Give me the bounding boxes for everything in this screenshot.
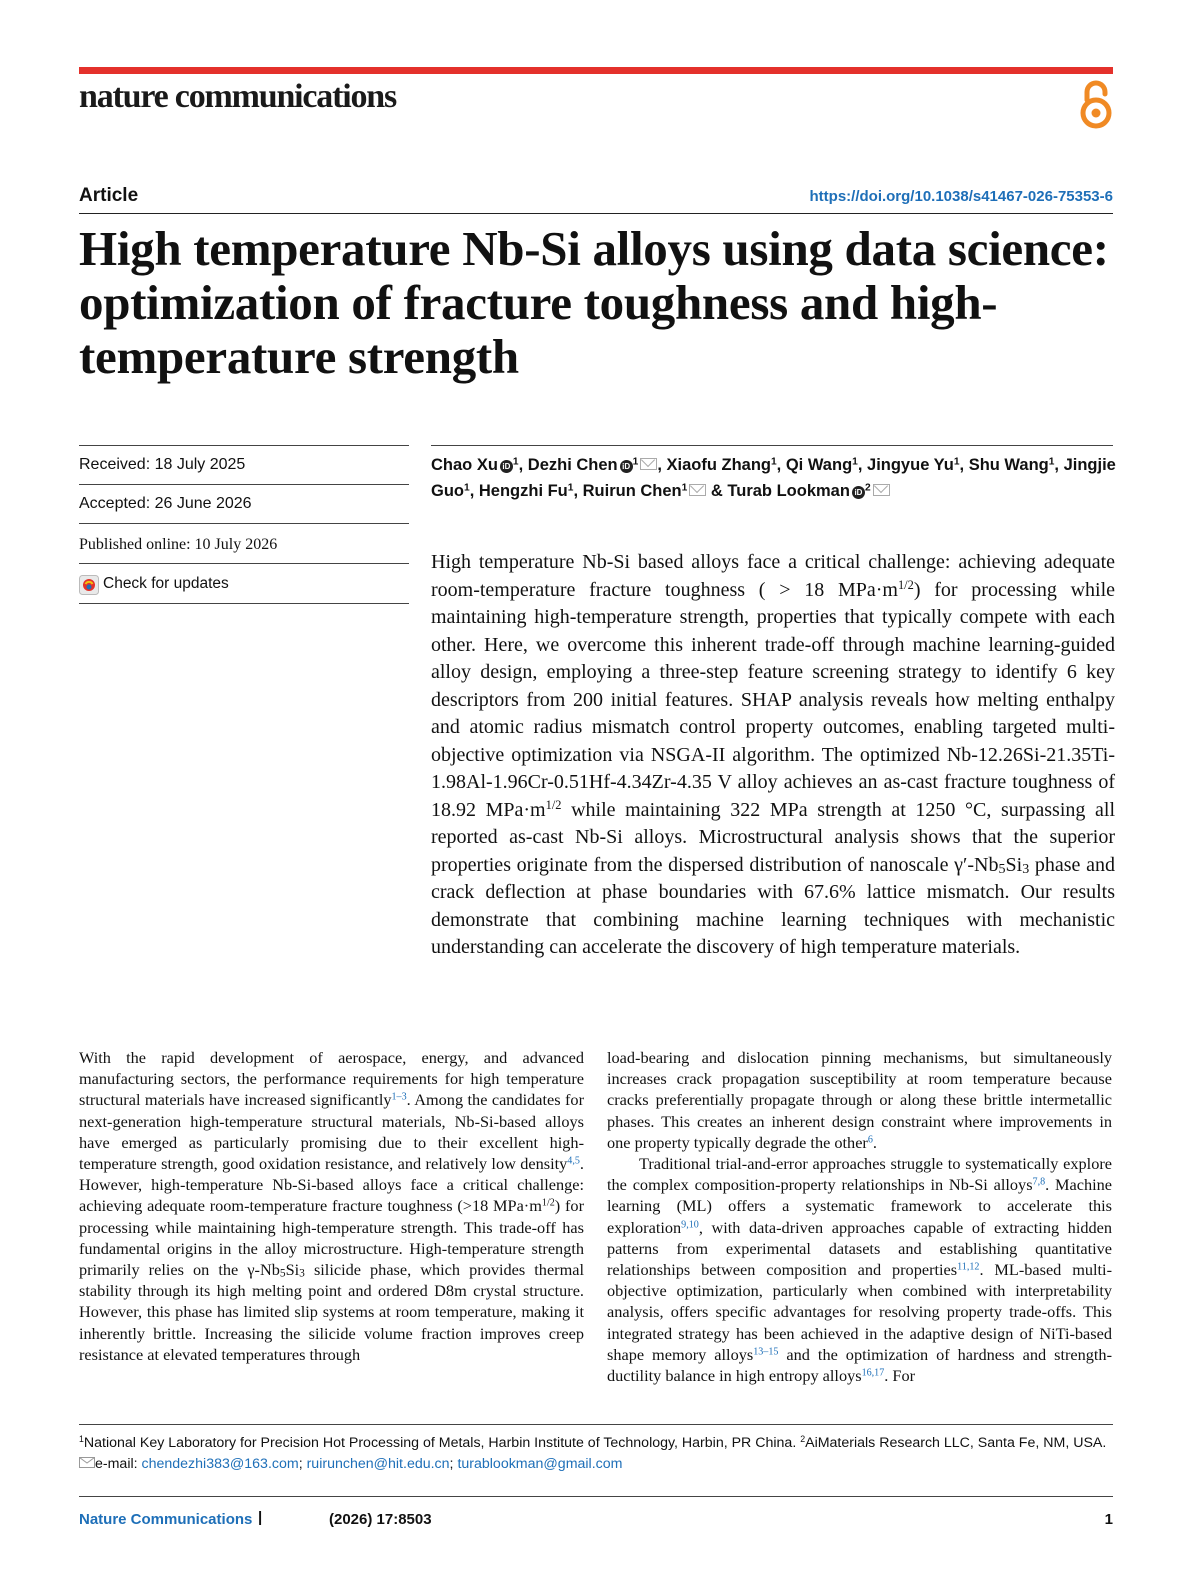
received-date: Received: 18 July 2025 [79, 456, 246, 473]
meta-divider [79, 445, 409, 446]
footer-divider [79, 1496, 1113, 1497]
abstract-text: High temperature Nb-Si based alloys face a critical challenge: achieving adequate room-temperature fracture toughness ( > 18 MPa·m [431, 551, 1115, 601]
article-type-label: Article [79, 185, 139, 206]
affiliation-number: 1 [79, 1434, 84, 1445]
abstract-text: ) for processing while maintaining high-temperature strength, properties that typically compete with each other. Here, we overcome this inherent trade-off through machine learning-guided alloy design, employing a three-step feature screening strategy to identify 6 key descriptors from 200 initial features. SHAP analysis reveals how melting enthalpy and atomic radius mismatch control property outcomes, enabling targeted multi-objective optimization via NSGA-II algorithm. The optimized Nb-12.26Si-21.35Ti-1.98Al-1.96Cr-0.51Hf-4.34Zr-4.35 V alloy achieves an as-cast fracture toughness of 18.92 MPa·m [431, 578, 1116, 821]
author-affiliation-number: 1 [1048, 456, 1055, 468]
envelope-icon [79, 1457, 95, 1468]
check-for-updates-icon[interactable] [79, 575, 99, 595]
affiliations [79, 1433, 1115, 1475]
body-paragraph [607, 1047, 1112, 1153]
orcid-icon[interactable]: iD [620, 460, 633, 473]
body-text: With the rapid development of aerospace, energy, and advanced manufacturing sectors, the performance requirements for high temperature structural materials have increased significantly [79, 1048, 584, 1110]
citation-link[interactable]: 11,12 [957, 1261, 980, 1273]
abstract-text: while maintaining 322 MPa strength at 1250 °C, surpassing all reported as-cast Nb-Si alloys. Microstructural analysis shows that the superior properties originate from the dispersed distribution of nanoscale γ′-Nb [431, 798, 1115, 876]
body-text: Si [285, 1260, 300, 1280]
author-name[interactable]: Shu Wang [968, 456, 1049, 474]
email-link[interactable]: chendezhi383@163.com [141, 1456, 299, 1472]
accepted-date: Accepted: 26 June 2026 [79, 495, 252, 512]
body-text: . [872, 1132, 877, 1152]
author-list [431, 452, 1121, 504]
journal-name: nature communications [79, 78, 397, 115]
email-link[interactable]: turablookman@gmail.com [457, 1456, 623, 1472]
author-entry [786, 456, 867, 474]
body-subscript: 5 [279, 1267, 286, 1280]
body-text: . ML-based multi-objective optimization, particularly when combined with interpretability analysis, offers specific advantages for resolving property trade-offs. This integrated strategy has been achieved in the adaptive design of NiTi-based shape memory alloys [607, 1260, 1113, 1364]
author-separator: , [657, 456, 667, 474]
body-text: Traditional trial-and-error approaches struggle to systematically explore the complex composition-property relationships in Nb-Si alloys [607, 1154, 1112, 1195]
author-name[interactable]: Turab Lookman [727, 482, 850, 500]
author-affiliation-number: 2 [864, 482, 871, 494]
footer-separator: | [258, 1509, 263, 1526]
citation-link[interactable]: 9,10 [681, 1219, 699, 1231]
author-entry [666, 456, 785, 474]
citation-link[interactable]: 7,8 [1032, 1176, 1046, 1188]
abstract-subscript: 3 [1022, 861, 1030, 877]
header-divider [79, 213, 1113, 214]
citation-link[interactable]: 16,17 [861, 1367, 885, 1379]
orcid-icon[interactable]: iD [852, 486, 865, 499]
author-affiliation-number: 1 [953, 456, 960, 468]
body-superscript: 1/2 [541, 1197, 555, 1209]
body-subscript: 3 [299, 1267, 305, 1280]
doi-link[interactable]: https://doi.org/10.1038/s41467-026-75353-6 [809, 188, 1113, 205]
author-separator: , [857, 456, 868, 474]
body-text: . Machine learning (ML) offers a systematic framework to accelerate this exploration [607, 1175, 1112, 1237]
body-text: and the optimization of hardness and strength-ductility balance in high entropy alloys [607, 1344, 1112, 1386]
author-affiliation-number: 1 [567, 482, 574, 494]
author-affiliation-number: 1 [464, 482, 470, 494]
body-paragraph [607, 1153, 1112, 1386]
body-column-left [79, 1047, 584, 1365]
abstract-text: phase and crack deflection at phase boundaries with 67.6% lattice mismatch. Our results demonstrate that combining machine learning techniques with mechanistic understanding can accelerate the discovery of high temperature materials. [431, 853, 1116, 958]
separator: ; [449, 1456, 458, 1472]
citation-link[interactable]: 1–3 [391, 1091, 407, 1103]
separator: ; [298, 1456, 307, 1472]
affiliation-number: 2 [800, 1434, 806, 1445]
body-column-right [607, 1047, 1112, 1386]
abstract-superscript: 1/2 [897, 577, 914, 592]
body-paragraph [79, 1047, 584, 1365]
author-entry [867, 456, 969, 474]
email-link[interactable]: ruirunchen@hit.edu.cn [306, 1456, 450, 1472]
open-access-lock-icon[interactable] [1078, 78, 1114, 130]
author-entry [528, 456, 667, 474]
author-separator: , [1054, 456, 1064, 474]
author-affiliation-number: 1 [770, 456, 777, 468]
body-text: , with data-driven approaches capable of extracting hidden patterns from experimental datasets and establishing quantitative relationships between composition and properties [607, 1217, 1112, 1280]
author-name[interactable]: Xiaofu Zhang [666, 456, 771, 474]
author-name[interactable]: Ruirun Chen [582, 482, 682, 500]
affiliation-text: AiMaterials Research LLC, Santa Fe, NM, USA. [805, 1435, 1107, 1451]
footnote-divider [79, 1424, 1113, 1425]
body-text: ) for processing while maintaining high-temperature strength. This trade-off has fundamental origins in the alloy microstructure. High-temperature strength primarily relies on the γ-Nb [79, 1196, 584, 1280]
body-text: . For [884, 1366, 916, 1386]
author-name[interactable]: Hengzhi Fu [478, 482, 568, 500]
meta-divider [79, 484, 409, 485]
author-separator: , [573, 482, 583, 500]
footer-citation: (2026) 17:8503 [329, 1511, 432, 1528]
author-entry [431, 456, 528, 474]
author-entry [583, 482, 728, 500]
published-date: Published online: 10 July 2026 [79, 536, 278, 553]
author-separator: , [959, 456, 969, 474]
body-text: . However, high-temperature Nb-Si-based alloys face a critical challenge: achieving adequate room-temperature fracture toughness (>18 MPa·m [79, 1154, 584, 1216]
abstract [431, 549, 1115, 962]
citation-link[interactable]: 4,5 [567, 1155, 580, 1167]
affiliation-text: National Key Laboratory for Precision Hot Processing of Metals, Harbin Institute of Technology, Harbin, PR China. [83, 1435, 801, 1451]
author-name[interactable]: Dezhi Chen [527, 456, 618, 474]
authors-divider [431, 445, 1113, 446]
author-name[interactable]: Qi Wang [785, 456, 853, 474]
check-for-updates-link[interactable]: Check for updates [103, 575, 229, 592]
author-separator: , [776, 456, 786, 474]
author-affiliation-number: 1 [852, 456, 858, 468]
author-separator: & [706, 482, 728, 500]
citation-link[interactable]: 13–15 [753, 1346, 779, 1358]
author-name[interactable]: Jingyue Yu [867, 456, 954, 474]
footer-journal-link[interactable]: Nature Communications [79, 1511, 253, 1528]
author-affiliation-number: 1 [512, 456, 519, 468]
abstract-subscript: 5 [998, 861, 1006, 877]
email-envelope-icon[interactable] [873, 484, 890, 496]
article-title: High temperature Nb-Si alloys using data science: optimization of fracture toughness and high-temperature strength [79, 221, 1109, 384]
author-entry [969, 456, 1064, 474]
header-accent-bar [79, 67, 1113, 74]
meta-divider [79, 523, 409, 524]
author-affiliation-number: 1 [681, 482, 688, 494]
author-entry [479, 482, 583, 500]
orcid-icon[interactable]: iD [500, 460, 513, 473]
body-text: silicide phase, which provides thermal stability through its high melting point and ordered D8m crystal structure. However, this phase has limited slip systems at room temperature, making it inherently brittle. Increasing the silicide volume fraction improves creep resistance at elevated temperatures through [79, 1260, 585, 1364]
email-label: e-mail: [95, 1456, 142, 1472]
author-affiliation-number: 1 [632, 456, 639, 468]
author-entry [727, 482, 889, 500]
author-separator: , [469, 482, 479, 500]
body-text: . Among the candidates for next-generation high-temperature structural materials, Nb-Si-based alloys have emerged as particularly promising due to their excellent high-temperature strength, good oxidation resistance, and relatively low density [79, 1090, 584, 1174]
abstract-superscript: 1/2 [545, 797, 562, 812]
page-number: 1 [1104, 1511, 1113, 1528]
author-name[interactable]: Chao Xu [431, 456, 498, 474]
meta-divider [79, 603, 409, 604]
author-name[interactable]: Jingjie Guo [431, 456, 1116, 500]
author-separator: , [518, 456, 528, 474]
abstract-text: Si [1005, 853, 1023, 876]
email-envelope-icon[interactable] [640, 458, 657, 470]
meta-divider [79, 563, 409, 564]
email-envelope-icon[interactable] [689, 484, 706, 496]
citation-link[interactable]: 6 [867, 1134, 873, 1146]
body-text: load-bearing and dislocation pinning mechanisms, but simultaneously increases crack propagation susceptibility at room temperature because cracks preferentially propagate through or along these brittle intermetallic phases. This creates an inherent design constraint where improvements in one property typically degrade the other [607, 1048, 1112, 1152]
